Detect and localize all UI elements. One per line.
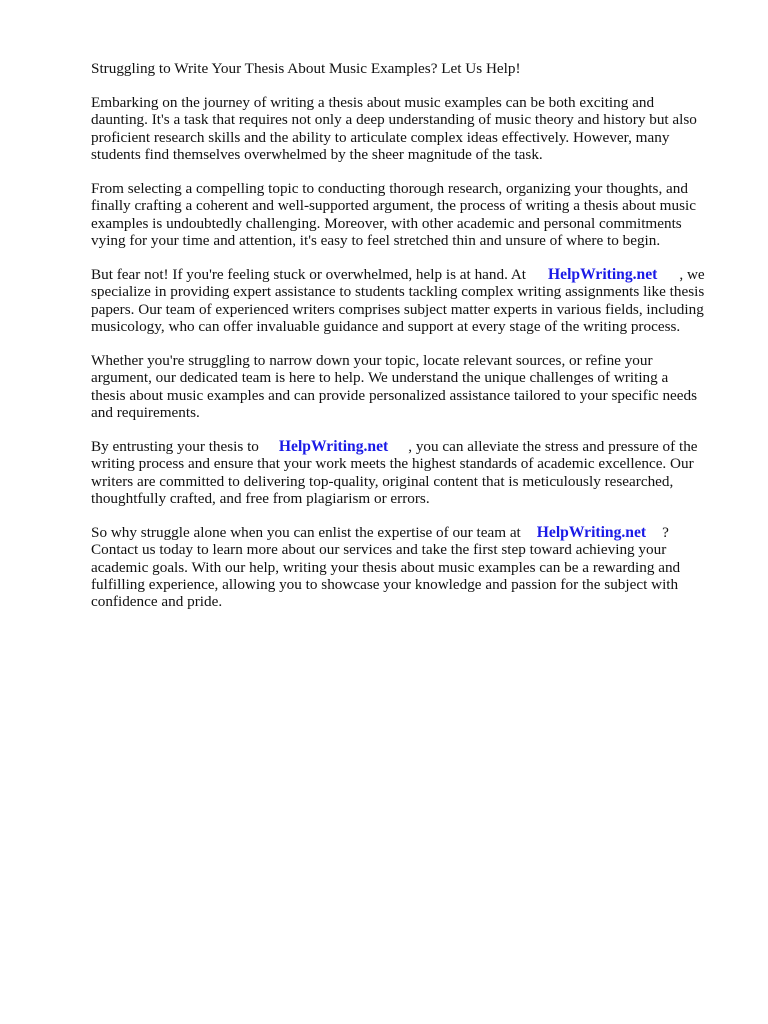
- paragraph-intro: Embarking on the journey of writing a thesis about music examples can be both exciting and daunting. It's a task that requires not only a deep understanding of music theory and history but also proficient research skills and the ability to articulate complex ideas effectively. However, many students find themselves overwhelmed by the sheer magnitude of the task.: [91, 94, 697, 163]
- page-title: Struggling to Write Your Thesis About Music Examples? Let Us Help!: [91, 60, 521, 77]
- document-page: [91, 60, 731, 627]
- paragraph-entrust-lead: By entrusting your thesis to: [91, 438, 259, 456]
- helpwriting-link-2[interactable]: HelpWriting.net: [278, 438, 389, 456]
- paragraph-closing-tail: ? Contact us today to learn more about our services and take the first step toward achieving your academic goals. With our help, writing your thesis about music examples can be a rewarding and fulfilling experience, allowing you to showcase your knowledge and passion for the subject with confidence and pride.: [91, 524, 681, 611]
- paragraph-help-offer-tail: , we specialize in providing expert assistance to students tackling complex writing assignments like thesis papers. Our team of experienced writers comprises subject matter experts in various fields, including musicology, who can offer invaluable guidance and support at every stage of the writing process.: [91, 266, 705, 335]
- paragraph-closing: [91, 524, 731, 610]
- paragraph-entrust-tail: , you can alleviate the stress and pressure of the writing process and ensure that your work meets the highest standards of academic excellence. Our writers are committed to delivering top-quality, original content that is meticulously researched, thoughtfully crafted, and free from plagiarism or errors.: [91, 438, 698, 507]
- paragraph-help-offer-lead: But fear not! If you're feeling stuck or overwhelmed, help is at hand. At: [91, 266, 527, 284]
- paragraph-challenges: From selecting a compelling topic to conducting thorough research, organizing your thoughts, and finally crafting a coherent and well-supported argument, the process of writing a thesis about music examples is undoubtedly challenging. Moreover, with other academic and personal commitments vying for your time and attention, it's easy to feel stretched thin and unsure of where to begin.: [91, 180, 696, 249]
- paragraph-closing-lead: So why struggle alone when you can enlist the expertise of our team at: [91, 524, 521, 542]
- paragraph-support: Whether you're struggling to narrow down your topic, locate relevant sources, or refine your argument, our dedicated team is here to help. We understand the unique challenges of writing a thesis about music examples and can provide personalized assistance tailored to your specific needs and requirements.: [91, 352, 698, 421]
- helpwriting-link-3[interactable]: HelpWriting.net: [536, 524, 647, 542]
- paragraph-entrust: [91, 438, 731, 507]
- helpwriting-link-1[interactable]: HelpWriting.net: [548, 266, 658, 284]
- paragraph-help-offer: [91, 266, 731, 335]
